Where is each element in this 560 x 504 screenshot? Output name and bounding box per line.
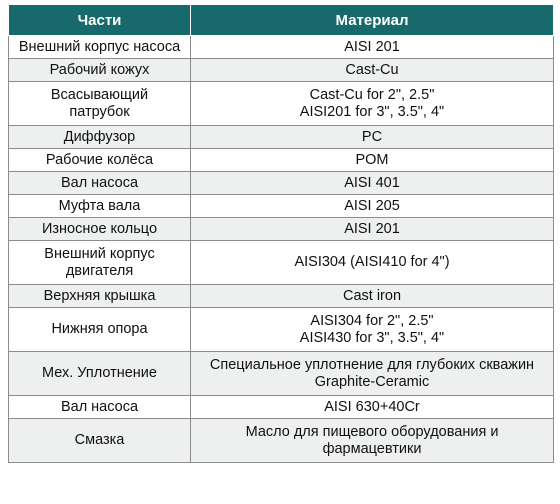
part-text: Нижняя опора — [51, 321, 148, 337]
part-cell — [9, 82, 191, 126]
material-cell — [191, 218, 554, 241]
part-cell — [9, 59, 191, 82]
materials-table — [8, 4, 554, 463]
part-cell — [9, 396, 191, 419]
part-cell — [9, 218, 191, 241]
material-text: Специальное уплотнение для глубоких скважин — [209, 356, 535, 373]
table-header-row — [9, 5, 554, 36]
table-row — [9, 352, 554, 396]
table-row — [9, 36, 554, 59]
column-header-parts: Части — [9, 5, 191, 36]
part-text: Рабочие колёса — [45, 151, 154, 168]
material-text: Масло для пищевого оборудования и — [245, 423, 499, 440]
material-text: Graphite-Ceramic — [314, 373, 430, 390]
material-text: фармацевтики — [322, 440, 422, 457]
material-text: Cast-Cu for 2", 2.5" — [309, 86, 435, 103]
material-text: AISI430 for 3", 3.5", 4" — [299, 329, 445, 346]
table-row — [9, 59, 554, 82]
material-text: Cast-Cu — [345, 61, 399, 78]
material-cell — [191, 82, 554, 126]
materials-table-container — [8, 4, 553, 463]
table-row — [9, 419, 554, 463]
material-text: AISI304 (AISI410 for 4") — [294, 254, 450, 270]
part-text: Износное кольцо — [41, 220, 158, 237]
material-cell — [191, 195, 554, 218]
material-cell — [191, 396, 554, 419]
part-cell — [9, 149, 191, 172]
material-text: POM — [355, 151, 389, 168]
material-cell — [191, 241, 554, 285]
part-text: Внешний корпус — [44, 245, 155, 262]
material-text: AISI 401 — [344, 174, 400, 191]
part-text: Вал насоса — [60, 398, 139, 415]
part-text: Муфта вала — [58, 197, 141, 214]
table-row — [9, 195, 554, 218]
material-cell — [191, 59, 554, 82]
material-text: AISI304 for 2", 2.5" — [310, 312, 434, 329]
part-text: Вал насоса — [60, 174, 139, 191]
material-text: AISI201 for 3", 3.5", 4" — [299, 103, 445, 120]
material-text: AISI 201 — [344, 220, 400, 237]
table-row — [9, 285, 554, 308]
part-cell — [9, 241, 191, 285]
part-text: патрубок — [69, 103, 130, 120]
part-cell — [9, 419, 191, 463]
material-cell — [191, 172, 554, 195]
material-cell — [191, 308, 554, 352]
table-row — [9, 172, 554, 195]
table-row — [9, 82, 554, 126]
table-body — [9, 36, 554, 463]
part-text: Верхняя крышка — [43, 287, 156, 304]
table-row — [9, 126, 554, 149]
material-cell — [191, 285, 554, 308]
material-text: AISI 630+40Cr — [324, 398, 420, 415]
part-cell — [9, 308, 191, 352]
material-text: AISI 205 — [344, 197, 400, 214]
table-row — [9, 396, 554, 419]
column-header-material: Материал — [191, 5, 554, 36]
part-text: Всасывающий — [50, 86, 149, 103]
table-row — [9, 241, 554, 285]
part-text: Смазка — [74, 432, 125, 448]
table-row — [9, 218, 554, 241]
part-cell — [9, 352, 191, 396]
part-text: Рабочий кожух — [49, 61, 150, 78]
material-cell — [191, 36, 554, 59]
material-cell — [191, 149, 554, 172]
part-text: Диффузор — [63, 128, 136, 145]
table-row — [9, 308, 554, 352]
part-text: Внешний корпус насоса — [18, 38, 181, 55]
part-text: Мех. Уплотнение — [42, 365, 157, 381]
material-text: Cast iron — [342, 287, 402, 304]
table-row — [9, 149, 554, 172]
part-cell — [9, 172, 191, 195]
part-cell — [9, 36, 191, 59]
part-cell — [9, 126, 191, 149]
material-text: AISI 201 — [344, 38, 400, 55]
material-cell — [191, 126, 554, 149]
material-cell — [191, 352, 554, 396]
part-cell — [9, 285, 191, 308]
part-text: двигателя — [65, 262, 134, 279]
material-text: PC — [361, 128, 383, 145]
part-cell — [9, 195, 191, 218]
material-cell — [191, 419, 554, 463]
